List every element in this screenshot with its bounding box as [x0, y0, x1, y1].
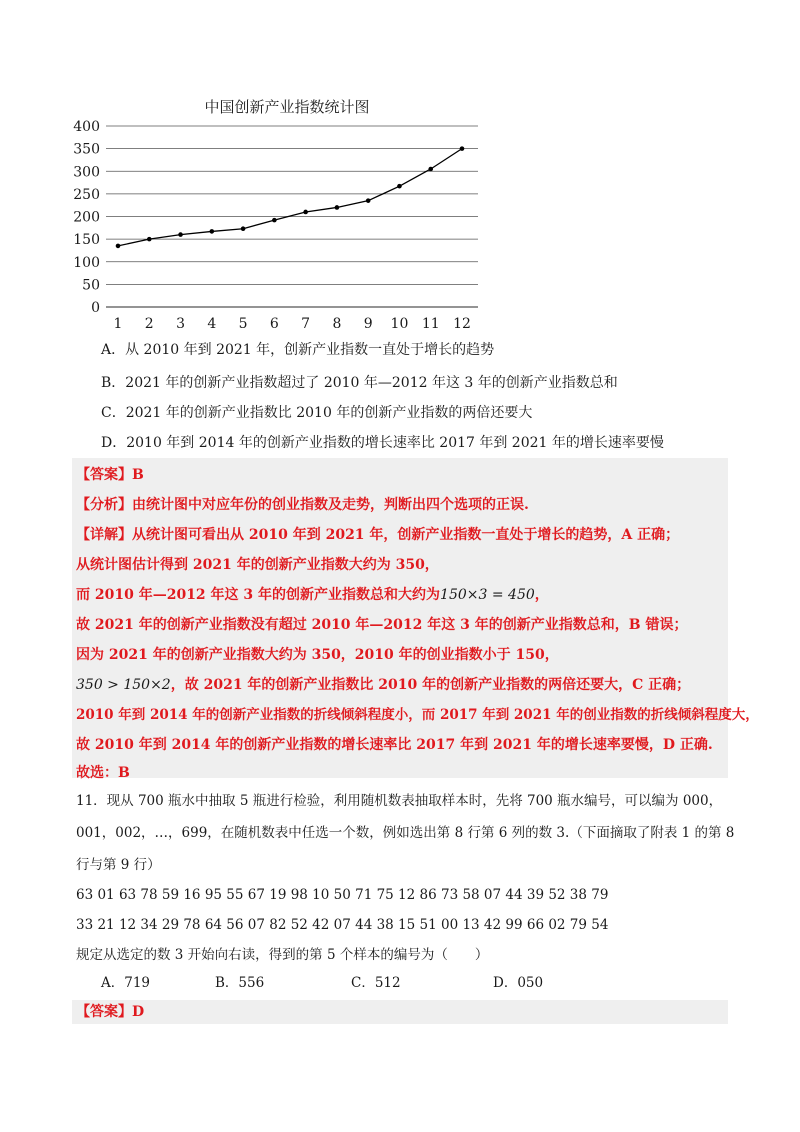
detail-text-6: ，故 2021 年的创新产业指数比 2010 年的创新产业指数的两倍还要大，C 正确； — [170, 677, 691, 693]
q11-line-3: 行与第 9 行） — [76, 857, 161, 873]
data-point — [335, 205, 340, 210]
x-tick-label: 11 — [421, 316, 440, 332]
answer-line-2 — [76, 1003, 144, 1021]
data-point — [460, 146, 465, 151]
q11-prompt: 规定从选定的数 3 开始向右读，得到的第 5 个样本的编号为（ ） — [76, 947, 489, 963]
x-tick-label: 8 — [332, 316, 342, 332]
y-tick-label: 50 — [82, 277, 100, 294]
data-point — [116, 244, 121, 249]
data-point — [366, 198, 371, 203]
data-point — [303, 210, 308, 215]
y-tick-label: 400 — [73, 119, 100, 135]
q11-line-1: 11．现从 700 瓶水中抽取 5 瓶进行检验，利用随机数表抽取样本时，先将 700 瓶水编号，可以编为 000， — [76, 793, 723, 809]
x-tick-label: 2 — [144, 316, 154, 332]
answer-line — [76, 466, 144, 484]
data-point — [178, 232, 183, 237]
x-tick-label: 3 — [176, 316, 186, 332]
detail-line-5: 因为 2021 年的创新产业指数大约为 350，2010 年的创业指数小于 150， — [76, 647, 559, 663]
y-tick-label: 0 — [91, 300, 100, 316]
choice-b: B．556 — [215, 975, 265, 991]
y-tick-label: 250 — [73, 186, 100, 203]
detail-text-3-end: ， — [534, 587, 549, 603]
analysis-tag: 【分析】 — [76, 497, 132, 513]
choice-a: A．719 — [101, 975, 151, 991]
answer-value: B — [132, 467, 144, 483]
detail-line-4: 故 2021 年的创新产业指数没有超过 2010 年—2012 年这 3 年的创新产业指数总和，B 错误； — [76, 617, 688, 633]
detail-line-6 — [76, 676, 690, 694]
answer-tag-2: 【答案】 — [76, 1004, 132, 1020]
analysis-text: 由统计图中对应年份的创业指数及走势，判断出四个选项的正误. — [132, 497, 529, 513]
choice-c: C．512 — [351, 975, 401, 991]
x-tick-label: 12 — [453, 316, 471, 332]
answer-value-2: D — [132, 1004, 145, 1020]
series-line — [118, 149, 462, 246]
q11-line-2: 001，002，…，699，在随机数表中任选一个数，例如选出第 8 行第 6 列的数 3.（下面摘取了附表 1 的第 8 — [76, 825, 735, 841]
data-point — [210, 229, 215, 234]
line-chart — [70, 92, 500, 342]
random-table-row-8: 63 01 63 78 59 16 95 55 67 19 98 10 50 71 75 12 86 73 58 07 44 39 52 38 79 — [76, 887, 609, 903]
y-tick-label: 200 — [73, 209, 100, 226]
answer-panel-2 — [72, 1000, 728, 1024]
analysis-line — [76, 496, 529, 514]
y-tick-label: 100 — [73, 254, 100, 271]
y-tick-label: 350 — [73, 141, 100, 158]
detail-line-7: 2010 年到 2014 年的创新产业指数的折线倾斜程度小，而 2017 年到 2021 年的创业指数的折线倾斜程度大， — [76, 707, 759, 723]
detail-line-2: 从统计图估计得到 2021 年的创新产业指数大约为 350， — [76, 557, 439, 573]
x-tick-label: 10 — [390, 316, 409, 332]
detail-text-3: 而 2010 年—2012 年这 3 年的创新产业指数总和大约为 — [76, 587, 441, 603]
option-b: B．2021 年的创新产业指数超过了 2010 年—2012 年这 3 年的创新产业指数总和 — [101, 375, 618, 391]
detail-text-1: 从统计图可看出从 2010 年到 2021 年，创新产业指数一直处于增长的趋势，A 正确； — [132, 527, 680, 543]
x-tick-label: 5 — [238, 316, 248, 332]
y-tick-label: 150 — [73, 232, 100, 249]
option-d: D．2010 年到 2014 年的创新产业指数的增长速率比 2017 年到 2021 年的增长速率要慢 — [101, 435, 664, 451]
x-tick-label: 6 — [269, 316, 279, 332]
option-a: A．从 2010 年到 2021 年，创新产业指数一直处于增长的趋势 — [101, 342, 495, 358]
x-tick-label: 4 — [207, 316, 217, 332]
x-tick-label: 1 — [113, 316, 123, 332]
data-point — [428, 167, 433, 172]
random-table-row-9: 33 21 12 34 29 78 64 56 07 82 52 42 07 44 38 15 51 00 13 42 99 66 02 79 54 — [76, 917, 609, 933]
detail-line-3 — [76, 586, 549, 604]
option-c: C．2021 年的创新产业指数比 2010 年的创新产业指数的两倍还要大 — [101, 405, 533, 421]
y-tick-label: 300 — [73, 164, 100, 181]
math-expression-2: 350 > 150×2 — [76, 677, 171, 693]
data-point — [397, 184, 402, 189]
x-tick-label: 9 — [363, 316, 373, 332]
choice-d: D．050 — [493, 975, 544, 991]
chart-title: 中国创新产业指数统计图 — [204, 98, 370, 116]
detail-tag: 【详解】 — [76, 527, 132, 543]
x-tick-label: 7 — [301, 316, 311, 332]
conclusion-line: 故选：B — [76, 765, 130, 781]
data-point — [272, 218, 277, 223]
data-point — [147, 237, 152, 242]
detail-line-1 — [76, 526, 679, 544]
math-expression-1: 150×3 = 450 — [440, 587, 535, 603]
chart-svg — [70, 92, 500, 342]
data-point — [241, 226, 246, 231]
answer-tag: 【答案】 — [76, 467, 132, 483]
detail-line-8: 故 2010 年到 2014 年的创新产业指数的增长速率比 2017 年到 2021 年的增长速率要慢，D 正确. — [76, 737, 713, 753]
